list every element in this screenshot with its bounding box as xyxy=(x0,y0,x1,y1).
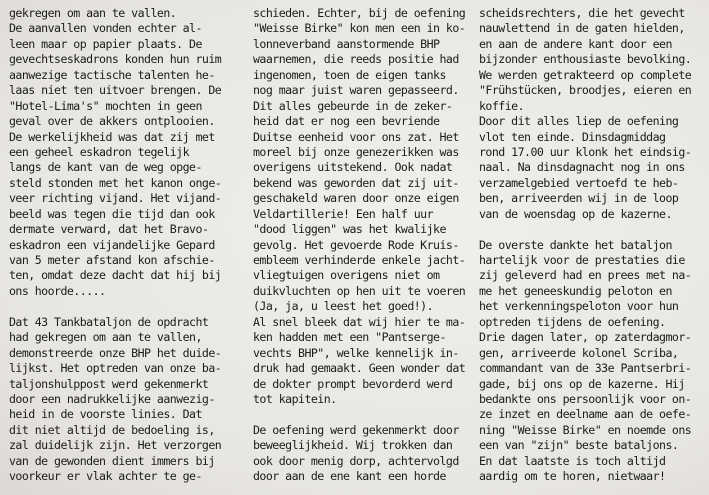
text-line: Veldartillerie! Een half uur xyxy=(253,206,434,221)
text-line: waarnemen, die reeds positie had xyxy=(253,52,459,67)
text-line: dermate verward, dat het Bravo- xyxy=(9,222,209,237)
text-line: nog maar juist waren gepasseerd. xyxy=(253,83,459,98)
text-line: van de gewonden dient immers bij xyxy=(9,453,215,468)
text-line: tot kapitein. xyxy=(253,391,337,406)
text-line: me het geneeskundig peloton en xyxy=(479,283,672,298)
text-line: leen maar op papier plaats. De xyxy=(9,36,202,51)
text-line: bedankte ons persoonlijk voor on- xyxy=(479,391,692,406)
text-line: verzamelgebied vertoefd te heb- xyxy=(479,175,679,190)
text-column-3 xyxy=(479,6,691,485)
text-line: Duitse eenheid voor ons zat. Het xyxy=(253,129,459,144)
text-line: aanwezige tactische talenten he- xyxy=(9,67,215,82)
text-column-1 xyxy=(9,6,221,485)
text-line: "Hotel-Lima's" mochten in geen xyxy=(9,98,202,113)
text-line: vlot ten einde. Dinsdagmiddag xyxy=(479,129,666,144)
text-line: gekregen om aan te vallen. xyxy=(9,6,177,20)
text-line: bijzonder enthousiaste bevolking. xyxy=(479,52,692,67)
text-line: "Frühstücken, broodjes, eieren en xyxy=(479,83,692,98)
text-line: Door dit alles liep de oefening xyxy=(479,114,679,129)
text-line: optreden tijdens de oefening. xyxy=(479,314,666,329)
text-line: heid dat er nog een bevriende xyxy=(253,114,440,129)
paragraph-gap xyxy=(9,299,221,314)
text-line: beweeglijkheid. Wij trokken dan xyxy=(253,438,453,453)
text-line: moreel bij onze genezerikken was xyxy=(253,144,459,159)
text-line: commandant van de 33e Pantserbri- xyxy=(479,361,692,376)
text-line: "dood liggen" was het kwalijke xyxy=(253,222,446,237)
text-line: heid in de voorste linies. Dat xyxy=(9,407,202,422)
text-line: lijkst. Het optreden van onze ba- xyxy=(9,361,222,376)
text-line: ook door menig dorp, achtervolgd xyxy=(253,453,459,468)
text-line: gade, bij ons op de kazerne. Hij xyxy=(479,376,685,391)
text-line: lonneverband aanstormende BHP xyxy=(253,36,440,51)
text-line: "Weisse Birke" kon men een in ko- xyxy=(253,21,466,36)
text-line: beeld was tegen die tijd dan ook xyxy=(9,206,215,221)
text-line: en aan de andere kant door een xyxy=(479,36,672,51)
text-line: door een nadrukkelijke aanwezig- xyxy=(9,391,215,406)
text-line: zal duidelijk zijn. Het verzorgen xyxy=(9,438,222,453)
text-line: nauwlettend in de gaten hielden, xyxy=(479,21,685,36)
text-line: gevechtseskadrons konden hun ruim xyxy=(9,52,222,67)
text-line: De overste dankte het bataljon xyxy=(479,237,672,252)
text-line: van de woensdag op de kazerne. xyxy=(479,206,672,221)
text-line: geschakeld waren door onze eigen xyxy=(253,191,459,206)
text-line: aardig om te horen, nietwaar! xyxy=(479,469,666,484)
text-line: geval over de akkers ontplooien. xyxy=(9,114,215,129)
text-line: De oefening werd gekenmerkt door xyxy=(253,422,459,437)
text-line: naal. Na dinsdagnacht nog in ons xyxy=(479,160,685,175)
text-line: steld stonden met het kanon onge- xyxy=(9,175,222,190)
text-line: scheidsrechters, die het gevecht xyxy=(479,6,685,20)
text-line: eskadron een vijandelijke Gepard xyxy=(9,237,215,252)
text-line: Dit alles gebeurde in de zeker- xyxy=(253,98,453,113)
text-line: veer richting vijand. Het vijand- xyxy=(9,191,222,206)
text-line: De aanvallen vonden echter al- xyxy=(9,21,202,36)
text-line: ons hoorde..... xyxy=(9,283,106,298)
text-line: demonstreerde onze BHP het duide- xyxy=(9,345,222,360)
text-line: ten, omdat deze dacht dat hij bij xyxy=(9,268,222,283)
text-line: We werden getrakteerd op complete xyxy=(479,67,692,82)
text-line: een van "zijn" beste bataljons. xyxy=(479,438,679,453)
text-line: de dokter prompt bevorderd werd xyxy=(253,376,453,391)
text-line: ning "Weisse Birke" en noemde ons xyxy=(479,422,692,437)
text-line: schieden. Echter, bij de oefening xyxy=(253,6,466,20)
text-column-2 xyxy=(253,6,465,485)
text-line: Drie dagen later, op zaterdagmor- xyxy=(479,330,692,345)
text-line: van 5 meter afstand kon afschie- xyxy=(9,253,215,267)
text-line: embleem verhinderde enkele jacht- xyxy=(253,253,466,267)
text-line: druk had gemaakt. Geen wonder dat xyxy=(253,361,466,376)
text-line: laas niet ten uitvoer brengen. De xyxy=(9,83,222,98)
text-line: En dat laatste is toch altijd xyxy=(479,453,666,468)
text-line: hartelijk voor de prestaties die xyxy=(479,253,685,267)
text-line: De werkelijkheid was dat zij met xyxy=(9,129,215,144)
text-line: zij geleverd had en prees met na- xyxy=(479,268,692,283)
text-line: vechts BHP", welke kennelijk in- xyxy=(253,345,459,360)
text-line: het verkenningspeloton voor hun xyxy=(479,299,679,314)
text-line: door aan de ene kant een horde xyxy=(253,469,446,484)
text-line: gevolg. Het gevoerde Rode Kruis- xyxy=(253,237,459,252)
text-line: een geheel eskadron tegelijk xyxy=(9,144,190,159)
text-line: rond 17.00 uur klonk het eindsig- xyxy=(479,144,692,159)
paragraph-gap xyxy=(253,407,465,422)
text-line: Dat 43 Tankbataljon de opdracht xyxy=(9,314,209,329)
text-line: ze inzet en deelname aan de oefe- xyxy=(479,407,692,422)
text-line: Al snel bleek dat wij hier te ma- xyxy=(253,314,466,329)
text-line: langs de kant van de weg opge- xyxy=(9,160,202,175)
text-line: koffie. xyxy=(479,98,525,113)
text-line: gen, arriveerde kolonel Scriba, xyxy=(479,345,679,360)
text-line: vliegtuigen overigens niet om xyxy=(253,268,440,283)
text-line: taljonshulppost werd gekenmerkt xyxy=(9,376,209,391)
text-line: ken hadden met een "Pantserge- xyxy=(253,330,446,345)
text-line: (Ja, ja, u leest het goed!). xyxy=(253,299,434,314)
text-line: voorkeur er vlak achter te ge- xyxy=(9,469,202,484)
text-line: dit niet altijd de bedoeling is, xyxy=(9,422,215,437)
text-line: bekend was geworden dat zij uit- xyxy=(253,175,459,190)
text-line: duikvluchten op hen uit te voeren xyxy=(253,283,466,298)
text-line: had gekregen om aan te vallen, xyxy=(9,330,202,345)
text-line: overigens uitstekend. Ook nadat xyxy=(253,160,453,175)
text-line: ben, arriveerden wij in de loop xyxy=(479,191,679,206)
text-line: ingenomen, toen de eigen tanks xyxy=(253,67,446,82)
paragraph-gap xyxy=(479,222,691,237)
